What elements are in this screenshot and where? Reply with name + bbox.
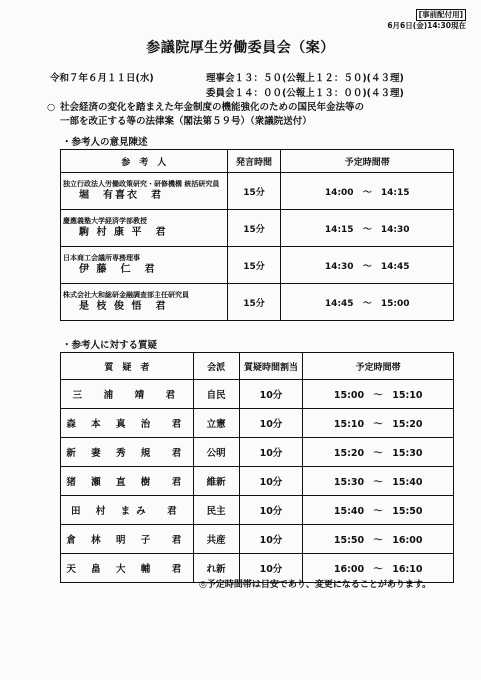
bill-title-line2: 一部を改正する等の法律案（閣法第５９号）（衆議院送付） (60, 116, 312, 127)
slot-separator: 〜 (373, 448, 383, 459)
bill-item (47, 101, 447, 129)
speaking-duration: 15分 (227, 247, 281, 284)
witness-cell (61, 173, 228, 210)
scheduled-slot (303, 438, 454, 467)
bill-bullet: ○ (47, 102, 56, 113)
slot-separator: 〜 (373, 477, 383, 488)
slot-separator: 〜 (373, 506, 383, 517)
questioner-name: 新 妻 秀 規 君 (61, 438, 194, 467)
table-row (61, 525, 454, 554)
questioner-name: 猪 瀬 直 樹 君 (61, 467, 194, 496)
meeting-date: 令和７年６月１１日(水) (50, 73, 154, 84)
questioner-party: れ新 (193, 554, 239, 583)
witness-name: 堀 有喜衣 君 (79, 190, 163, 201)
slot-separator: 〜 (362, 298, 372, 309)
witness-affiliation: 独立行政法人労働政策研究・研修機構 統括研究員 (63, 180, 220, 188)
witness-name: 伊 藤 仁 君 (79, 264, 157, 275)
slot-start: 15:40 (333, 506, 365, 517)
bill-title-line1: 社会経済の変化を踏まえた年金制度の機能強化のための国民年金法等の (60, 102, 365, 113)
header-speaking-time: 発言時間 (227, 150, 281, 173)
slot-separator: 〜 (362, 187, 372, 198)
questioner-name: 天 畠 大 輔 君 (61, 554, 194, 583)
as-of-timestamp: 6月6日(金)14:30現在 (387, 21, 466, 30)
allotted-time: 10分 (239, 380, 303, 409)
scheduled-slot (281, 173, 454, 210)
questioner-name: 田 村 まみ 君 (61, 496, 194, 525)
committee-meeting-time: 委員会１４：００(公報上１３：００)(４３理) (206, 88, 404, 99)
header-questioner: 質 疑 者 (61, 353, 194, 380)
slot-start: 16:00 (333, 564, 365, 575)
scheduled-slot (303, 496, 454, 525)
slot-end: 14:45 (380, 261, 410, 272)
section-questions: ・参考人に対する質疑 (62, 340, 158, 351)
witness-cell (61, 247, 228, 284)
table-row (61, 409, 454, 438)
scheduled-slot (303, 467, 454, 496)
slot-start: 15:50 (333, 535, 365, 546)
questioner-name: 倉 林 明 子 君 (61, 525, 194, 554)
slot-end: 15:00 (380, 298, 410, 309)
header-party: 会派 (193, 353, 239, 380)
questioner-table (60, 352, 454, 583)
slot-start: 15:30 (333, 477, 365, 488)
slot-start: 14:45 (324, 298, 354, 309)
witness-name: 是 枝 俊 悟 君 (79, 301, 168, 312)
witness-affiliation: 慶應義塾大学経済学部教授 (63, 217, 147, 225)
allotted-time: 10分 (239, 525, 303, 554)
slot-separator: 〜 (373, 390, 383, 401)
header-scheduled-slot: 予定時間帯 (281, 150, 454, 173)
header-scheduled-slot: 予定時間帯 (303, 353, 454, 380)
table-row (61, 438, 454, 467)
table-row (61, 210, 454, 247)
witness-name: 駒 村 康 平 君 (79, 227, 168, 238)
witness-cell (61, 210, 228, 247)
slot-end: 14:30 (380, 224, 410, 235)
witness-affiliation: 株式会社大和総研金融調査部主任研究員 (63, 291, 189, 299)
witness-table (60, 149, 454, 321)
questioner-party: 共産 (193, 525, 239, 554)
witness-affiliation: 日本商工会議所専務理事 (63, 254, 140, 262)
questioner-table-header (61, 353, 454, 380)
table-row (61, 467, 454, 496)
questioner-party: 民主 (193, 496, 239, 525)
table-row (61, 380, 454, 409)
slot-start: 15:20 (333, 448, 365, 459)
slot-start: 15:10 (333, 419, 365, 430)
slot-end: 15:10 (392, 390, 423, 401)
allotted-time: 10分 (239, 438, 303, 467)
witness-cell (61, 284, 228, 321)
table-row (61, 496, 454, 525)
scheduled-slot (281, 247, 454, 284)
table-row (61, 284, 454, 321)
slot-end: 15:20 (392, 419, 423, 430)
directors-meeting-time: 理事会１３：５０(公報上１２：５０)(４３理) (206, 73, 404, 84)
allotted-time: 10分 (239, 467, 303, 496)
footnote: ◎予定時間帯は目安であり、変更になることがあります。 (199, 580, 432, 590)
questioner-party: 自民 (193, 380, 239, 409)
slot-separator: 〜 (373, 564, 383, 575)
scheduled-slot (281, 210, 454, 247)
questioner-party: 公明 (193, 438, 239, 467)
scheduled-slot (303, 525, 454, 554)
allotted-time: 10分 (239, 554, 303, 583)
slot-separator: 〜 (362, 224, 372, 235)
section-witness-statements: ・参考人の意見陳述 (62, 137, 148, 148)
table-row (61, 173, 454, 210)
header-notice-block (387, 9, 466, 31)
header-witness: 参 考 人 (61, 150, 228, 173)
witness-table-header (61, 150, 454, 173)
slot-separator: 〜 (373, 535, 383, 546)
questioner-name: 三 浦 靖 君 (61, 380, 194, 409)
speaking-duration: 15分 (227, 210, 281, 247)
slot-end: 15:40 (392, 477, 423, 488)
speaking-duration: 15分 (227, 173, 281, 210)
table-row (61, 247, 454, 284)
slot-separator: 〜 (362, 261, 372, 272)
scheduled-slot (303, 380, 454, 409)
slot-start: 15:00 (333, 390, 365, 401)
slot-end: 16:10 (392, 564, 423, 575)
allotted-time: 10分 (239, 496, 303, 525)
questioner-name: 森 本 真 治 君 (61, 409, 194, 438)
questioner-party: 維新 (193, 467, 239, 496)
speaking-duration: 15分 (227, 284, 281, 321)
slot-end: 15:30 (392, 448, 423, 459)
slot-end: 14:15 (380, 187, 410, 198)
slot-separator: 〜 (373, 419, 383, 430)
scheduled-slot (303, 409, 454, 438)
header-allotted-time: 質疑時間割当 (239, 353, 303, 380)
allotted-time: 10分 (239, 409, 303, 438)
page-title: 参議院厚生労働委員会（案） (146, 40, 335, 56)
slot-start: 14:15 (324, 224, 354, 235)
slot-end: 16:00 (392, 535, 423, 546)
advance-distribution-label: [事前配付用] (416, 9, 466, 21)
scheduled-slot (281, 284, 454, 321)
questioner-party: 立憲 (193, 409, 239, 438)
slot-start: 14:00 (324, 187, 354, 198)
slot-end: 15:50 (392, 506, 423, 517)
slot-start: 14:30 (324, 261, 354, 272)
